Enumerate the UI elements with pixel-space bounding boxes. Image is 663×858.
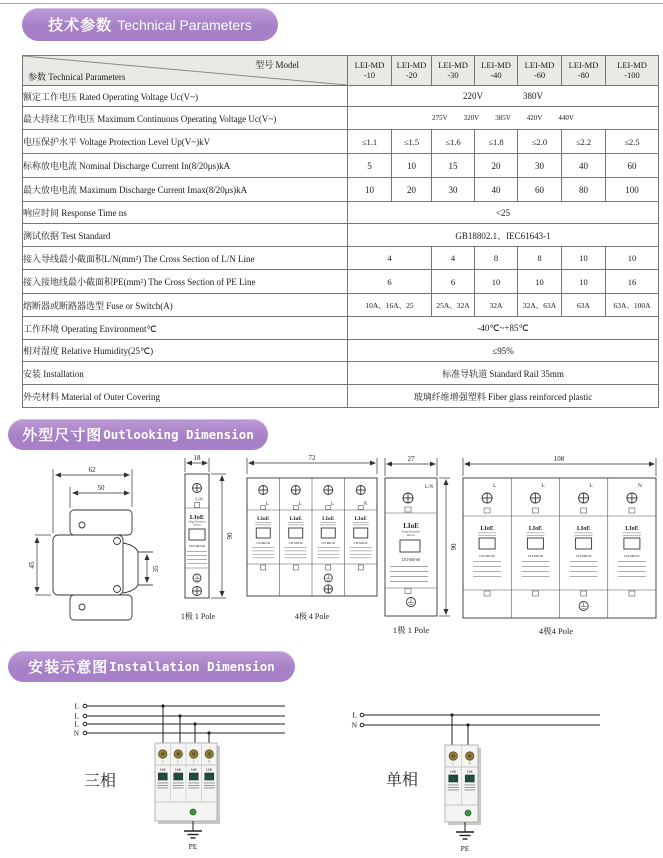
param-value: ≤2.0 xyxy=(518,130,562,154)
param-value: -40℃~+85℃ xyxy=(348,317,659,340)
terminal-label: L/N xyxy=(425,485,434,490)
module-terminal-label: L xyxy=(177,759,180,764)
ground-terminal-icon xyxy=(324,574,333,593)
corner-params-label: 参数 Technical Parameters xyxy=(28,72,126,82)
table-row xyxy=(23,202,659,224)
pole-label: 4极4 Pole xyxy=(538,626,574,636)
brand-logo: LIoE xyxy=(189,514,205,521)
pole-label: 1极 1 Pole xyxy=(392,625,430,635)
table-row xyxy=(23,385,659,408)
dim-62: 62 xyxy=(88,466,96,474)
single-phase-label: 单相 xyxy=(385,772,419,789)
param-value: ≤1.8 xyxy=(475,130,518,154)
technical-parameters-table xyxy=(22,55,659,408)
pole-label: 4极 4 Pole xyxy=(294,612,330,621)
corner-model-label: 型号 Model xyxy=(255,60,299,70)
param-value: 80 xyxy=(562,178,606,202)
table-row xyxy=(23,107,659,130)
param-label: 接入接地线最小截面积PE(mm²) The Cross Section of PE Line xyxy=(23,270,348,294)
param-value: 20 xyxy=(392,178,432,202)
param-value: 10 xyxy=(392,154,432,178)
terminal-label: L xyxy=(493,483,497,489)
spd-device-photo xyxy=(155,743,220,824)
param-value: 32A、63A xyxy=(518,294,562,317)
wire-label: N xyxy=(351,720,357,730)
terminal-label: L/N xyxy=(195,496,203,502)
terminal-label: L xyxy=(589,483,593,489)
dim-108: 108 xyxy=(553,455,565,463)
ground-terminal-icon xyxy=(193,574,201,582)
param-value: 10 xyxy=(562,247,606,270)
screw-icon xyxy=(193,587,202,596)
wire-label: L xyxy=(352,710,357,720)
terminal-label: N xyxy=(363,502,368,507)
brand-logo: LIoE xyxy=(403,522,419,530)
param-value: 6 xyxy=(432,270,475,294)
ground-screw xyxy=(190,809,196,815)
model-header: LEI-MD -80 xyxy=(562,56,606,86)
one-pole-27-drawing xyxy=(378,450,458,638)
param-value: ≤95% xyxy=(348,340,659,362)
param-value: 60 xyxy=(606,154,659,178)
param-value: <25 xyxy=(348,202,659,224)
param-value: ≤1.1 xyxy=(348,130,392,154)
param-label: 响应时间 Response Time ns xyxy=(23,202,348,224)
param-value: 10 xyxy=(562,270,606,294)
corner-cell xyxy=(23,56,348,86)
param-value: 20 xyxy=(475,154,518,178)
table-header-row xyxy=(23,56,659,86)
param-value: 4 xyxy=(348,247,432,270)
wire-label: N xyxy=(73,728,79,738)
param-label: 标称放电电流 Nominal Discharge Current In(8/20μs)kA xyxy=(23,154,348,178)
screw-icon xyxy=(193,484,202,493)
banner-technical-parameters xyxy=(22,8,278,41)
param-value: 63A xyxy=(562,294,606,317)
logo-subtitle: Surge Protective xyxy=(401,530,421,534)
param-label: 相对湿度 Relative Humidity(25℃) xyxy=(23,340,348,362)
module-terminal-label: L xyxy=(161,759,164,764)
screw-icon xyxy=(403,493,413,503)
banner1-cn: 技术参数 xyxy=(48,17,113,34)
dim-90: 90 xyxy=(450,543,458,551)
param-label: 熔断器或断路器选型 Fuse or Switch(A) xyxy=(23,294,348,317)
param-value: GB18802.1、IEC61643-1 xyxy=(348,224,659,247)
param-value: 30 xyxy=(518,154,562,178)
param-label: 安装 Installation xyxy=(23,362,348,385)
table-row xyxy=(23,154,659,178)
top-rule xyxy=(0,3,663,4)
module-terminal-label: L xyxy=(452,761,455,766)
logo-subtitle: Device xyxy=(407,534,415,537)
param-label: 外壳材料 Material of Outer Covering xyxy=(23,385,348,408)
table-row xyxy=(23,340,659,362)
param-label: 电压保护水平 Voltage Protection Level Up(V~)kV xyxy=(23,130,348,154)
param-value-cell: 220V 380V xyxy=(348,86,659,107)
module-terminal-label: L xyxy=(192,759,195,764)
wire-label: L xyxy=(74,701,79,711)
param-value: 4 xyxy=(432,247,475,270)
dim-90: 90 xyxy=(226,532,234,540)
table-row xyxy=(23,178,659,202)
param-value: 标准导轨道 Standard Rail 35mm xyxy=(348,362,659,385)
param-value: ≤1.6 xyxy=(432,130,475,154)
terminal-label: L xyxy=(331,502,335,507)
param-value: 100 xyxy=(606,178,659,202)
model-header: LEI-MD -10 xyxy=(348,56,392,86)
dim-18: 18 xyxy=(193,454,201,462)
pole-label: 1极 1 Pole xyxy=(180,612,216,621)
param-value: 10 xyxy=(475,270,518,294)
param-value: 8 xyxy=(518,247,562,270)
terminal-label: L xyxy=(541,483,545,489)
table-row xyxy=(23,86,659,107)
banner3-en: Installation Dimension xyxy=(109,659,275,674)
param-value: 60 xyxy=(518,178,562,202)
dim-27: 27 xyxy=(407,455,415,463)
param-value: 40 xyxy=(475,178,518,202)
ground-terminal-icon xyxy=(579,602,588,611)
param-value: 63A、100A xyxy=(606,294,659,317)
table-row xyxy=(23,317,659,340)
dim-35: 35 xyxy=(152,565,160,573)
param-value: 16 xyxy=(606,270,659,294)
model-header: LEI-MD -100 xyxy=(606,56,659,86)
param-value: ≤1.5 xyxy=(392,130,432,154)
param-label: 额定工作电压 Rated Operating Voltage Uc(V~) xyxy=(23,86,348,107)
banner2-en: Outlooking Dimension xyxy=(103,427,254,442)
model-text: LEI-MD-60 xyxy=(401,558,421,562)
terminal-label: N xyxy=(638,483,642,489)
wire-label: L xyxy=(74,719,79,729)
param-value: 玻璃纤维增强塑料 Fiber glass reinforced plastic xyxy=(348,385,659,408)
param-label: 最大持续工作电压 Maximum Continuous Operating Voltage Uc(V~) xyxy=(23,107,348,130)
dim-50: 50 xyxy=(97,484,105,492)
param-value: 40 xyxy=(562,154,606,178)
param-value: 15 xyxy=(432,154,475,178)
table-row xyxy=(23,270,659,294)
param-value: 10 xyxy=(348,178,392,202)
module-terminal-label: N xyxy=(468,761,471,766)
single-phase-diagram: LIoE L N L N PE 单相 xyxy=(345,700,660,858)
side-view-drawing xyxy=(25,455,175,625)
wire-label: L xyxy=(74,711,79,721)
model-header: LEI-MD -60 xyxy=(518,56,562,86)
model-text: LEI-MD-40 xyxy=(188,544,206,548)
param-value-cell: 275V 320V 385V 420V 440V xyxy=(348,107,659,130)
ground-terminal-icon xyxy=(407,598,416,607)
banner1-en: Technical Parameters xyxy=(117,16,252,33)
param-value: 10 xyxy=(518,270,562,294)
module-terminal-label: N xyxy=(208,759,211,764)
table-row xyxy=(23,130,659,154)
banner-installation-dimension xyxy=(8,651,295,682)
ground-screw xyxy=(465,810,471,816)
model-header: LEI-MD -30 xyxy=(432,56,475,86)
logo-subtitle: Device xyxy=(193,523,201,527)
terminal-label: L xyxy=(266,502,270,507)
param-label: 测试依据 Test Standard xyxy=(23,224,348,247)
param-value: 6 xyxy=(348,270,432,294)
terminal-label: L xyxy=(298,502,302,507)
table-row xyxy=(23,247,659,270)
pe-label: PE xyxy=(460,844,470,853)
param-value: ≤2.5 xyxy=(606,130,659,154)
table-row xyxy=(23,294,659,317)
dim-72: 72 xyxy=(308,454,316,462)
param-value: 25A、32A xyxy=(432,294,475,317)
three-phase-label: 三相 xyxy=(83,773,117,790)
dim-45: 45 xyxy=(28,561,36,569)
model-header: LEI-MD -40 xyxy=(475,56,518,86)
four-pole-108-drawing: LIoE LEI-MD-60 108 L L L N 4极4 Pole xyxy=(458,450,663,638)
param-value: 10 xyxy=(606,247,659,270)
param-value: 30 xyxy=(432,178,475,202)
param-value: 10A、16A、25 xyxy=(348,294,432,317)
banner2-cn: 外型尺寸图 xyxy=(22,427,103,444)
pe-label: PE xyxy=(188,842,198,851)
model-header: LEI-MD -20 xyxy=(392,56,432,86)
four-pole-72-drawing: LIoE LEI-MD-40 72 L L L N 4极 4 Pole xyxy=(230,452,380,624)
param-label: 最大放电电流 Maximum Discharge Current Imax(8/20μs)kA xyxy=(23,178,348,202)
param-label: 工作环境 Operating Environment℃ xyxy=(23,317,348,340)
banner3-cn: 安装示意图 xyxy=(28,659,109,676)
spd-device-photo xyxy=(445,745,481,825)
table-row xyxy=(23,224,659,247)
param-value: 5 xyxy=(348,154,392,178)
banner-outlooking-dimension xyxy=(8,419,268,450)
param-value: ≤2.2 xyxy=(562,130,606,154)
three-phase-diagram: LIoE L L L N L L L N PE 三相 xyxy=(55,690,345,858)
logo-subtitle: Surge Protective xyxy=(188,520,206,524)
table-row xyxy=(23,362,659,385)
param-value: 8 xyxy=(475,247,518,270)
param-value: 32A xyxy=(475,294,518,317)
param-label: 接入导线最小截面积L/N(mm²) The Cross Section of L/N Line xyxy=(23,247,348,270)
